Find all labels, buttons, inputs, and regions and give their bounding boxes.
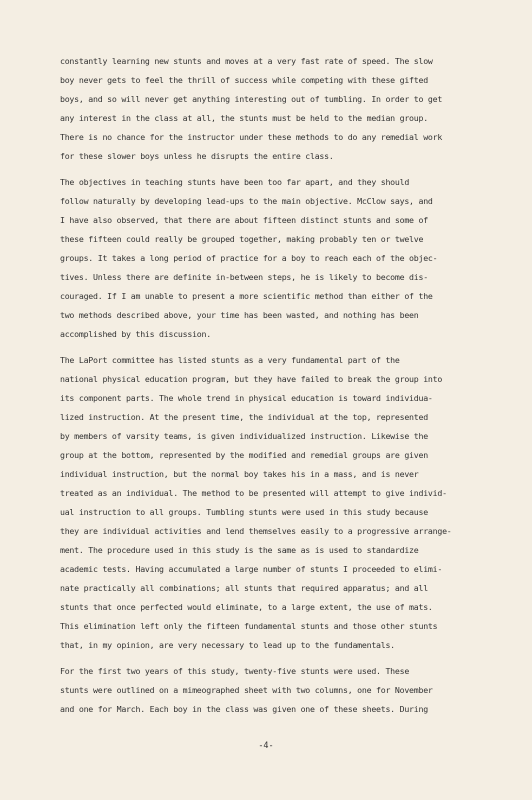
text-line: group at the bottom, represented by the modified and remedial groups are given	[60, 450, 428, 460]
text-line: ment. The procedure used in this study is the same as is used to standardize	[60, 545, 419, 555]
text-line: they are individual activities and lend themselves easily to a progressive arrange-	[60, 526, 452, 536]
text-line: stunts that once perfected would eliminate, to a large extent, the use of mats.	[60, 602, 433, 612]
text-line: that, in my opinion, are very necessary to lead up to the fundamentals.	[60, 640, 395, 650]
page-number: -4-	[258, 741, 274, 751]
text-line: any interest in the class at all, the stunts must be held to the median group.	[60, 113, 428, 123]
text-line: academic tests. Having accumulated a large number of stunts I proceeded to elimi-	[60, 564, 443, 574]
text-line: national physical education program, but they have failed to break the group into	[60, 374, 443, 384]
text-line: I have also observed, that there are about fifteen distinct stunts and some of	[60, 215, 428, 225]
body-text	[60, 52, 480, 719]
paragraph	[60, 662, 480, 719]
text-line: For the first two years of this study, twenty-five stunts were used. These	[60, 666, 410, 676]
text-line: follow naturally by developing lead-ups to the main objective. McClow says, and	[60, 196, 433, 206]
text-line: groups. It takes a long period of practice for a boy to reach each of the objec-	[60, 253, 438, 263]
paragraph	[60, 351, 480, 655]
text-line: This elimination left only the fifteen fundamental stunts and those other stunts	[60, 621, 438, 631]
text-line: couraged. If I am unable to present a more scientific method than either of the	[60, 291, 433, 301]
paragraph	[60, 173, 480, 344]
text-line: lized instruction. At the present time, the individual at the top, represented	[60, 412, 428, 422]
text-line: boy never gets to feel the thrill of success while competing with these gifted	[60, 75, 428, 85]
text-line: these fifteen could really be grouped together, making probably ten or twelve	[60, 234, 424, 244]
text-line: boys, and so will never get anything interesting out of tumbling. In order to get	[60, 94, 443, 104]
text-line: tives. Unless there are definite in-between steps, he is likely to become dis-	[60, 272, 428, 282]
text-line: treated as an individual. The method to be presented will attempt to give individ-	[60, 488, 447, 498]
text-line: stunts were outlined on a mimeographed sheet with two columns, one for November	[60, 685, 433, 695]
text-line: The LaPort committee has listed stunts as a very fundamental part of the	[60, 355, 400, 365]
paragraph	[60, 52, 480, 166]
text-line: constantly learning new stunts and moves at a very fast rate of speed. The slow	[60, 56, 433, 66]
text-line: for these slower boys unless he disrupts the entire class.	[60, 151, 334, 161]
text-line: its component parts. The whole trend in physical education is toward individua-	[60, 393, 433, 403]
text-line: accomplished by this discussion.	[60, 329, 211, 339]
text-line: by members of varsity teams, is given individualized instruction. Likewise the	[60, 431, 428, 441]
text-line: The objectives in teaching stunts have been too far apart, and they should	[60, 177, 410, 187]
text-line: two methods described above, your time has been wasted, and nothing has been	[60, 310, 419, 320]
text-line: There is no chance for the instructor under these methods to do any remedial work	[60, 132, 443, 142]
text-line: nate practically all combinations; all stunts that required apparatus; and all	[60, 583, 428, 593]
text-line: ual instruction to all groups. Tumbling stunts were used in this study because	[60, 507, 428, 517]
text-line: individual instruction, but the normal boy takes his in a mass, and is never	[60, 469, 419, 479]
text-line: and one for March. Each boy in the class was given one of these sheets. During	[60, 704, 428, 714]
